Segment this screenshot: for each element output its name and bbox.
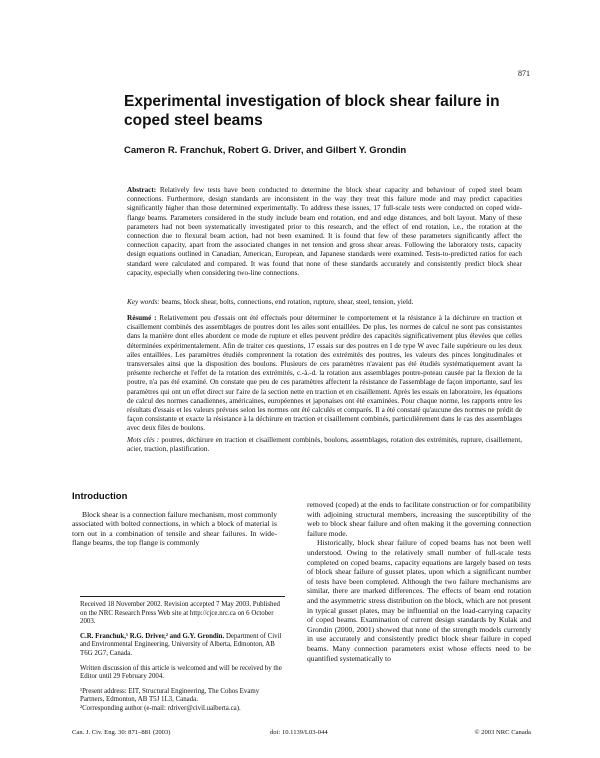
resume-label: Résumé : [127, 314, 157, 322]
mots-cles [127, 436, 522, 454]
keywords-text: beams, block shear, bolts, connections, end rotation, rupture, shear, steel, tension, yield. [161, 298, 414, 306]
right-column [307, 500, 531, 663]
resume [127, 314, 522, 434]
resume-text: Relativement peu d'essais ont été effectués pour déterminer le comportement et la résistance à la déchirure en traction et cisaillement combinés des assemblages de poutres dont les ailes sont entaillées. De plus, les normes de calcul ne sont pas consistantes dans la manière dont elles abordent ce mode de rupture et elles peuvent prédire des capacités significativement plus élevées que celles déterminées expérimentalement. Afin de traiter ces questions, 17 essais sur des poutres en I de type W avec l'aile supérieure ou les deux ailes entaillées. Les paramètres étudiés comprennent la rotation des extrémités des poutres, les valeurs des pinces longitudinales et transversales ainsi que la disposition des boulons. Plusieurs de ces paramètres n'avaient pas été étudiés systématiquement avant la présente recherche et l'effet de la rotation des extrémités, c.-à.-d. la rotation aux assemblages poutre-poteau causée par la flexion de la poutre, n'a pas été examiné. On constate que peu de ces paramètres affectent la résistance de l'assemblage de façon importante, sauf les paramètres qui ont un effet direct sur l'aire de la section nette en traction et en cisaillement. Après les essais en laboratoire, les équations de calcul des normes canadiennes, américaines, européennes et japonaises ont été examinées. Pour chaque norme, les rapports entre les résultats d'essais et les valeurs prévues selon les normes ont été calculés et comparés. Il a été constaté qu'aucune des normes ne prédit de façon consistante et exacte la résistance à la déchirure en traction et cisaillement combinés, particulièrement dans le cas des assemblages avec deux files de boulons. [127, 314, 523, 433]
affiliation-text: Department of Civil and Environmental Engineering, University of Alberta, Edmonton, AB T6G 2G7, Canada. [80, 632, 282, 657]
left-column [72, 492, 277, 548]
footer-doi: doi: 10.1139/L03-044 [270, 729, 328, 736]
author-names: C.R. Franchuk,¹ R.G. Driver,² and G.Y. Grondin. [80, 632, 225, 640]
footnote-1: ¹Present address: EIT, Structural Engineering, The Cohos Evamy Partners, Edmonton, AB T5J 1L3, Canada. [80, 687, 260, 704]
abstract-label: Abstract: [127, 186, 157, 194]
mots-cles-label: Mots clés : [127, 436, 160, 444]
abstract-text: Relatively few tests have been conducted to determine the block shear capacity and behaviour of coped steel beam connections. Furthermore, design standards are inconsistent in the way they treat this failure mode and may predict capacities significantly higher than those determined experimentally. To address these issues, 17 full-scale tests were conducted on coped wide-flange beams. Parameters considered in the study include beam end rotation, end and edge distances, and bolt layout. Many of these parameters had not been systematically investigated prior to this research, and the effect of end rotation, i.e., the rotation at the connection due to flexural beam action, had not been examined. It is found that few of these parameters significantly affect the connection capacity, apart from the associated changes in net tension and gross shear areas. Following the laboratory tests, capacity design equations outlined in Canadian, American, European, and Japanese standards were examined. Tests-to-predicted ratios for each standard were calculated and compared. It was found that none of these standards accurately and consistently predict block shear capacity, especially when considering two-line connections. [127, 186, 522, 277]
received-note: Received 18 November 2002. Revision accepted 7 May 2003. Published on the NRC Research Press Web site at http://cjce.nrc.ca on 6 October 2003. [80, 601, 280, 626]
keywords-label: Key words: [127, 298, 160, 306]
author-list: Cameron R. Franchuk, Robert G. Driver, and Gilbert Y. Grondin [124, 145, 407, 156]
affiliation-note [80, 633, 285, 659]
mots-cles-text: poutres, déchirure en traction et cisaillement combinés, boulons, assemblages, rotation des extrémités, rupture, cisaillement, acier, traction, plastification. [127, 436, 522, 454]
footer-journal: Can. J. Civ. Eng. 30: 871–881 (2003) [72, 729, 171, 736]
article-info-box [80, 596, 285, 714]
page-number: 871 [518, 69, 530, 78]
introduction-left-paragraph: Block shear is a connection failure mechanism, most commonly associated with bolted connections, in which a block of material is torn out in a combination of tensile and shear failures. In wide-flange beams, the top flange is commonly [72, 509, 277, 548]
introduction-right-paragraph-1: removed (coped) at the ends to facilitate construction or for compatibility with adjoining structural members, increasing the susceptibility of the web to block shear failure and often making it the governing connection failure mode. [307, 500, 531, 538]
footer-copyright: © 2003 NRC Canada [474, 729, 531, 736]
footnote-2: ²Corresponding author (e-mail: rdriver@civil.ualberta.ca). [80, 704, 241, 712]
introduction-right-paragraph-2: Historically, block shear failure of coped beams has not been well understood. Owing to the relatively small number of full-scale tests completed on coped beams, capacity equations are largely based on tests of block shear failure of gusset plates, upon which a significant number of tests have been completed. Although the two failure mechanisms are similar, there are marked differences. The effects of beam end rotation and the asymmetric stress distribution on the block, which are not present in typical gusset plates, may be influential on the load-carrying capacity of coped beams. Examination of current design standards by Kulak and Grondin (2000, 2001) showed that none of the strength models currently in use accurately and consistently predict block shear failure in coped beams. Many connection parameters exist whose effects need to be quantified systematically to [307, 538, 531, 663]
abstract [127, 186, 522, 278]
discussion-note: Written discussion of this article is welcomed and will be received by the Editor until 29 February 2004. [80, 664, 282, 681]
introduction-heading: Introduction [72, 491, 128, 502]
keywords [127, 298, 522, 307]
article-title: Experimental investigation of block shear failure in coped steel beams [124, 93, 500, 129]
